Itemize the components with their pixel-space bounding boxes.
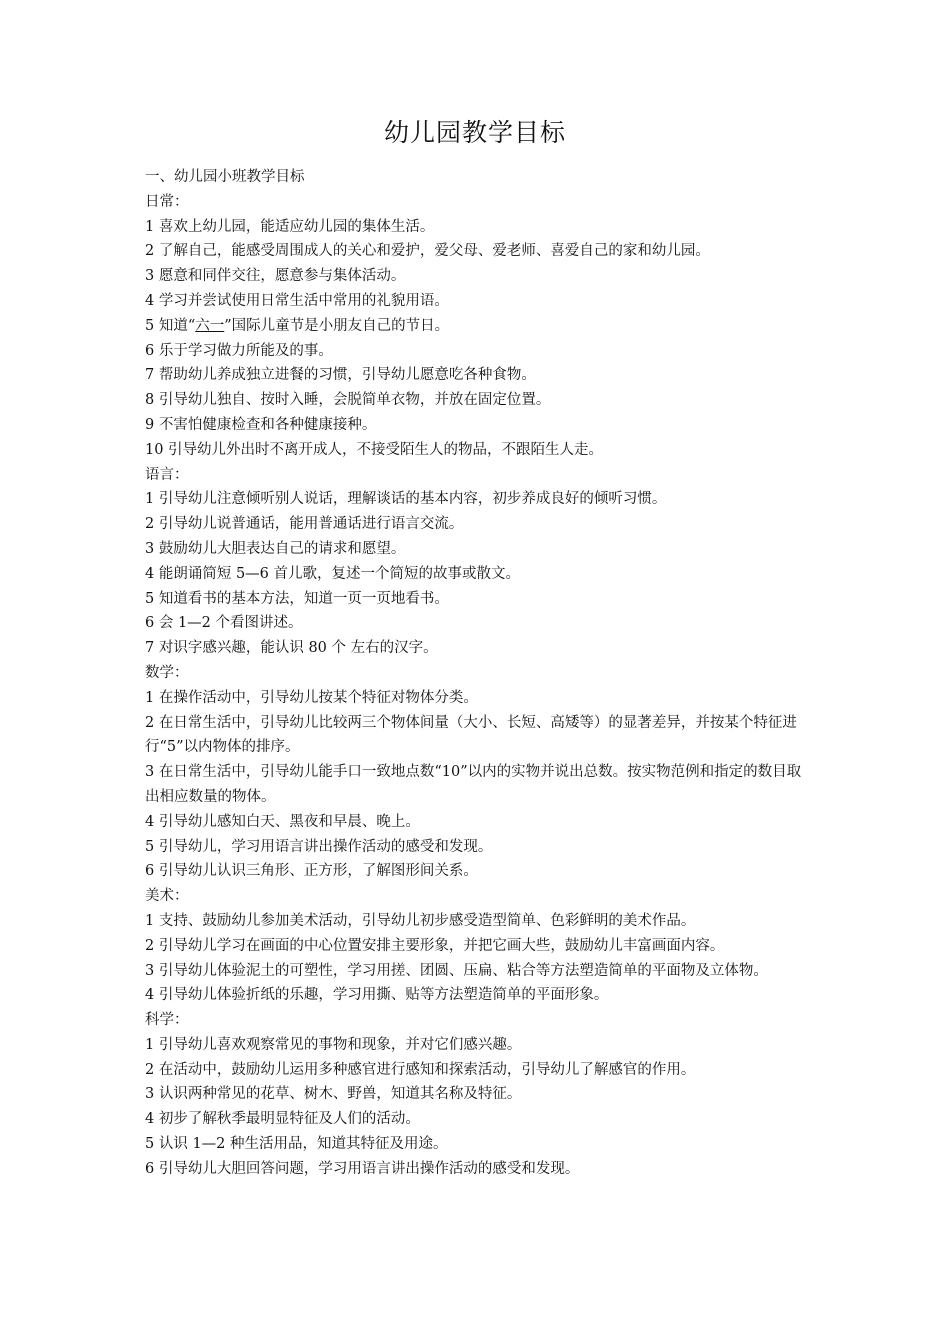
daily-item-5-before: 5 知道“ (145, 317, 196, 334)
science-item: 3 认识两种常见的花草、树木、野兽，知道其名称及特征。 (145, 1086, 522, 1103)
science-item: 2 在活动中，鼓励幼儿运用多种感官进行感知和探索活动，引导幼儿了解感官的作用。 (145, 1061, 696, 1078)
language-item: 6 会 1—2 个看图讲述。 (145, 615, 303, 632)
language-item: 4 能朗诵简短 5—6 首儿歌，复述一个简短的故事或散文。 (145, 565, 521, 582)
daily-item: 8 引导幼儿独自、按时入睡，会脱简单衣物，并放在固定位置。 (145, 392, 551, 409)
language-label: 语言： (145, 466, 189, 483)
daily-item (145, 314, 815, 339)
language-item: 2 引导幼儿说普通话，能用普通话进行语言交流。 (145, 516, 464, 533)
language-item: 3 鼓励幼儿大胆表达自己的请求和愿望。 (145, 540, 406, 557)
science-item: 6 引导幼儿大胆回答问题，学习用语言讲出操作活动的感受和发现。 (145, 1160, 580, 1177)
document-body (145, 165, 815, 1182)
math-item: 5 引导幼儿，学习用语言讲出操作活动的感受和发现。 (145, 838, 493, 855)
daily-label: 日常： (145, 193, 189, 210)
science-item: 1 引导幼儿喜欢观察常见的事物和现象，并对它们感兴趣。 (145, 1036, 522, 1053)
language-item: 5 知道看书的基本方法，知道一页一页地看书。 (145, 590, 449, 607)
science-item: 4 初步了解秋季最明显特征及人们的活动。 (145, 1111, 420, 1128)
math-item: 3 在日常生活中，引导幼儿能手口一致地点数“10”以内的实物并说出总数。按实物范例和指定的数目取出相应数量的物体。 (145, 764, 802, 805)
science-item: 5 认识 1—2 种生活用品，知道其特征及用途。 (145, 1136, 448, 1153)
art-item: 2 引导幼儿学习在画面的中心位置安排主要形象，并把它画大些，鼓励幼儿丰富画面内容。 (145, 937, 725, 954)
daily-item: 2 了解自己，能感受周围成人的关心和爱护，爱父母、爱老师、喜爱自己的家和幼儿园。 (145, 243, 710, 260)
art-item: 1 支持、鼓励幼儿参加美术活动，引导幼儿初步感受造型简单、色彩鲜明的美术作品。 (145, 912, 696, 929)
math-item: 4 引导幼儿感知白天、黑夜和早晨、晚上。 (145, 813, 420, 830)
daily-item: 1 喜欢上幼儿园，能适应幼儿园的集体生活。 (145, 218, 435, 235)
daily-item: 7 帮助幼儿养成独立进餐的习惯，引导幼儿愿意吃各种食物。 (145, 367, 536, 384)
math-item: 6 引导幼儿认识三角形、正方形，了解图形间关系。 (145, 863, 478, 880)
art-item: 4 引导幼儿体验折纸的乐趣，学习用撕、贴等方法塑造简单的平面形象。 (145, 987, 609, 1004)
math-item: 2 在日常生活中，引导幼儿比较两三个物体间量（大小、长短、高矮等）的显著差异，并按某个特征进行“5”以内物体的排序。 (145, 714, 797, 756)
daily-item: 6 乐于学习做力所能及的事。 (145, 342, 333, 359)
daily-item-5-after: ”国际儿童节是小朋友自己的节日。 (224, 317, 450, 334)
art-item: 3 引导幼儿体验泥土的可塑性，学习用搓、团圆、压扁、粘合等方法塑造简单的平面物及立体物。 (145, 962, 768, 979)
math-item: 1 在操作活动中，引导幼儿按某个特征对物体分类。 (145, 689, 478, 706)
science-label: 科学： (145, 1012, 189, 1029)
daily-item: 10 引导幼儿外出时不离开成人，不接受陌生人的物品，不跟陌生人走。 (145, 441, 604, 458)
daily-item: 3 愿意和同伴交往，愿意参与集体活动。 (145, 268, 406, 285)
daily-item: 9 不害怕健康检查和各种健康接种。 (145, 416, 377, 433)
art-label: 美术： (145, 888, 189, 905)
language-item: 1 引导幼儿注意倾听别人说话，理解谈话的基本内容，初步养成良好的倾听习惯。 (145, 491, 667, 508)
page-title: 幼儿园教学目标 (383, 118, 566, 147)
daily-item-5-underlined: 六一 (195, 317, 225, 334)
daily-item: 4 学习并尝试使用日常生活中常用的礼貌用语。 (145, 292, 449, 309)
section-heading: 一、幼儿园小班教学目标 (145, 169, 305, 185)
math-label: 数学： (145, 664, 189, 681)
language-item: 7 对识字感兴趣，能认识 80 个 左右的汉字。 (145, 640, 438, 657)
